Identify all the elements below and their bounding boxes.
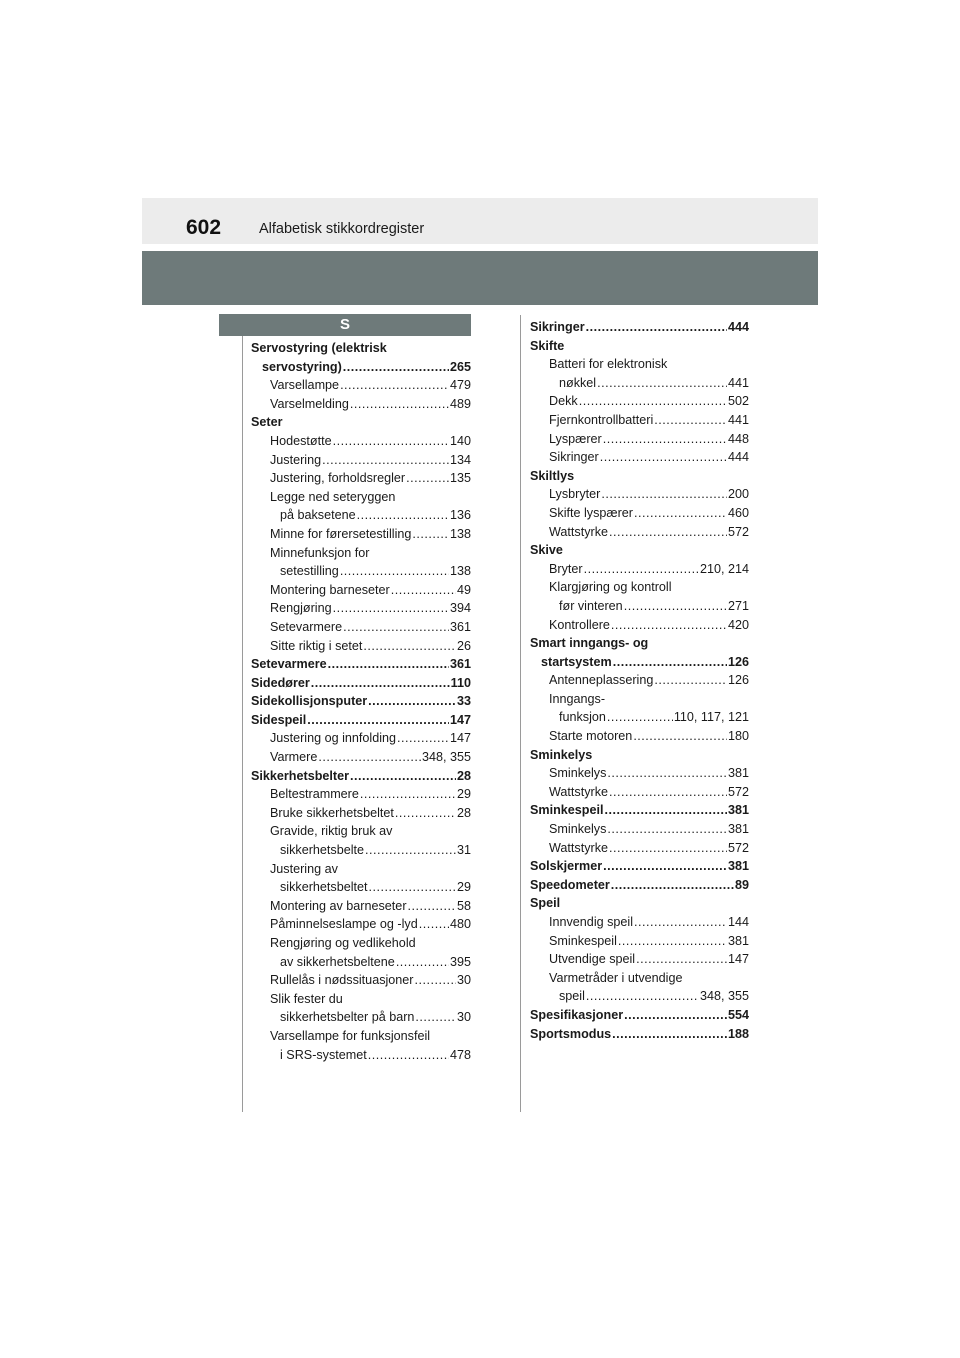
index-heading: Skiltlys bbox=[530, 468, 575, 483]
dot-leader bbox=[654, 411, 727, 430]
index-heading: Slik fester du bbox=[270, 991, 343, 1006]
dot-leader bbox=[612, 1025, 727, 1044]
entry-term: før vinteren bbox=[559, 598, 623, 613]
entry-page-ref: 180 bbox=[727, 729, 749, 744]
index-entry bbox=[251, 971, 471, 990]
entry-page-ref: 147 bbox=[727, 952, 749, 967]
index-entry bbox=[530, 783, 749, 802]
entry-term: Lyspærer bbox=[549, 431, 602, 446]
index-entry bbox=[530, 950, 749, 969]
entry-page-ref: 49 bbox=[456, 582, 471, 597]
index-entry bbox=[530, 876, 749, 895]
entry-term: Speedometer bbox=[530, 877, 610, 892]
entry-page-ref: 126 bbox=[727, 654, 749, 669]
entry-page-ref: 395 bbox=[449, 954, 471, 969]
entry-term: setestilling bbox=[280, 564, 339, 579]
entry-term: Wattstyrke bbox=[549, 784, 609, 799]
entry-page-ref: 147 bbox=[449, 712, 471, 727]
entry-page-ref: 478 bbox=[449, 1047, 471, 1062]
entry-page-ref: 33 bbox=[456, 694, 471, 709]
dot-leader bbox=[322, 451, 449, 470]
dot-leader bbox=[333, 599, 449, 618]
index-entry bbox=[251, 674, 471, 693]
dot-leader bbox=[369, 878, 456, 897]
dot-leader bbox=[600, 448, 727, 467]
index-heading: Skifte bbox=[530, 338, 565, 353]
dot-leader bbox=[318, 748, 421, 767]
entry-page-ref: 134 bbox=[449, 452, 471, 467]
entry-term: Sikringer bbox=[549, 450, 599, 465]
index-entry bbox=[251, 1046, 471, 1065]
entry-page-ref: 210, 214 bbox=[699, 561, 749, 576]
entry-term: Rengjøring bbox=[270, 601, 332, 616]
entry-term: Sminkespeil bbox=[549, 933, 617, 948]
entry-page-ref: 460 bbox=[727, 505, 749, 520]
entry-term: Justering bbox=[270, 452, 322, 467]
entry-page-ref: 572 bbox=[727, 524, 749, 539]
index-heading: Varsellampe for funksjonsfeil bbox=[270, 1028, 431, 1043]
dot-leader bbox=[397, 729, 449, 748]
entry-term: Fjernkontrollbatteri bbox=[549, 412, 654, 427]
index-entry bbox=[530, 987, 749, 1006]
entry-term: Wattstyrke bbox=[549, 840, 609, 855]
dot-leader bbox=[340, 562, 449, 581]
index-heading: Gravide, riktig bruk av bbox=[270, 824, 393, 839]
entry-term: Sidedører bbox=[251, 675, 310, 690]
entry-term: Lysbryter bbox=[549, 487, 601, 502]
entry-term: av sikkerhetsbeltene bbox=[280, 954, 395, 969]
entry-term: Hodestøtte bbox=[270, 433, 332, 448]
entry-term: Dekk bbox=[549, 394, 578, 409]
entry-page-ref: 265 bbox=[449, 359, 471, 374]
entry-page-ref: 126 bbox=[727, 673, 749, 688]
entry-term: sikkerhetsbelter på barn bbox=[280, 1010, 415, 1025]
dot-leader bbox=[618, 932, 727, 951]
dot-leader bbox=[579, 392, 727, 411]
entry-term: Innvendig speil bbox=[549, 915, 634, 929]
entry-page-ref: 144 bbox=[727, 915, 749, 929]
entry-term: Setevarmere bbox=[251, 657, 327, 672]
entry-page-ref: 147 bbox=[449, 731, 471, 746]
index-letter-tab: S bbox=[219, 314, 471, 336]
entry-page-ref: 136 bbox=[449, 508, 471, 523]
entry-page-ref: 394 bbox=[449, 601, 471, 616]
entry-term: Solskjermer bbox=[530, 859, 603, 874]
entry-term: Utvendige speil bbox=[549, 952, 636, 967]
index-entry bbox=[530, 448, 749, 467]
index-entry bbox=[530, 727, 749, 746]
entry-term: Skifte lyspærer bbox=[549, 505, 633, 520]
index-entry bbox=[251, 1008, 471, 1027]
entry-page-ref: 381 bbox=[727, 803, 749, 818]
index-entry bbox=[251, 599, 471, 618]
entry-page-ref: 502 bbox=[727, 394, 749, 409]
entry-page-ref: 28 bbox=[456, 768, 471, 783]
dot-leader bbox=[360, 785, 456, 804]
index-entry bbox=[251, 804, 471, 823]
entry-term: Sminkelys bbox=[549, 822, 607, 837]
index-heading: Sminkelys bbox=[530, 747, 593, 762]
entry-page-ref: 135 bbox=[449, 471, 471, 486]
center-column-divider bbox=[520, 315, 521, 1112]
entry-term: Varsellampe bbox=[270, 378, 340, 393]
index-entry bbox=[251, 358, 471, 377]
dot-leader bbox=[406, 469, 449, 488]
dot-leader bbox=[624, 1006, 727, 1025]
dot-leader bbox=[597, 374, 727, 393]
dot-leader bbox=[603, 430, 727, 449]
index-heading: Speil bbox=[530, 896, 561, 911]
dot-leader bbox=[634, 913, 727, 932]
entry-page-ref: 188 bbox=[727, 1026, 749, 1041]
index-entry bbox=[251, 748, 471, 767]
entry-page-ref: 381 bbox=[727, 933, 749, 948]
entry-term: Bruke sikkerhetsbeltet bbox=[270, 805, 394, 820]
section-title: Alfabetisk stikkordregister bbox=[259, 221, 425, 237]
dot-leader bbox=[307, 711, 449, 730]
entry-page-ref: 200 bbox=[727, 487, 749, 502]
index-entry bbox=[530, 430, 749, 449]
entry-page-ref: 138 bbox=[449, 526, 471, 541]
index-entry bbox=[251, 692, 471, 711]
entry-page-ref: 348, 355 bbox=[699, 989, 749, 1004]
entry-term: sikkerhetsbeltet bbox=[280, 880, 368, 895]
index-entry bbox=[251, 915, 471, 934]
dot-leader bbox=[603, 857, 727, 876]
dot-leader bbox=[368, 1046, 449, 1065]
dot-leader bbox=[391, 581, 456, 600]
index-heading: Rengjøring og vedlikehold bbox=[270, 936, 416, 950]
entry-page-ref: 441 bbox=[727, 412, 749, 427]
index-entry bbox=[251, 729, 471, 748]
index-entry bbox=[251, 562, 471, 581]
entry-term: Montering barneseter bbox=[270, 582, 390, 597]
dot-leader bbox=[350, 767, 456, 786]
dot-leader bbox=[396, 953, 449, 972]
dot-leader bbox=[586, 318, 727, 337]
index-entry bbox=[251, 953, 471, 972]
index-entry bbox=[251, 767, 471, 786]
entry-page-ref: 110, 117, 121 bbox=[673, 710, 749, 725]
entry-term: servostyring) bbox=[262, 359, 342, 374]
dot-leader bbox=[419, 915, 449, 934]
index-heading: Inngangs- bbox=[549, 691, 606, 706]
index-entry bbox=[251, 637, 471, 656]
entry-page-ref: 444 bbox=[727, 320, 749, 334]
entry-page-ref: 58 bbox=[456, 898, 471, 913]
dot-leader bbox=[609, 783, 727, 802]
dot-leader bbox=[611, 876, 734, 895]
entry-term: i SRS-systemet bbox=[280, 1047, 367, 1062]
index-entry bbox=[530, 616, 749, 635]
index-entry bbox=[530, 857, 749, 876]
index-entry bbox=[251, 711, 471, 730]
index-heading: Varmetråder i utvendige bbox=[549, 970, 683, 985]
entry-page-ref: 444 bbox=[727, 450, 749, 465]
entry-term: Setevarmere bbox=[270, 619, 343, 634]
index-entry bbox=[251, 581, 471, 600]
index-heading: Skive bbox=[530, 543, 563, 558]
index-entry bbox=[530, 1006, 749, 1025]
index-entry bbox=[251, 469, 471, 488]
dot-leader bbox=[633, 727, 727, 746]
index-entry bbox=[530, 820, 749, 839]
entry-term: Sportsmodus bbox=[530, 1026, 612, 1041]
dot-leader bbox=[607, 708, 673, 727]
entry-page-ref: 554 bbox=[727, 1007, 749, 1022]
dot-leader bbox=[415, 1008, 456, 1027]
index-column-left bbox=[251, 339, 471, 1064]
index-entry bbox=[530, 1025, 749, 1044]
entry-term: speil bbox=[559, 989, 585, 1004]
index-entry bbox=[530, 504, 749, 523]
entry-page-ref: 361 bbox=[449, 619, 471, 634]
entry-page-ref: 479 bbox=[449, 378, 471, 393]
entry-term: sikkerhetsbelte bbox=[280, 843, 364, 858]
entry-page-ref: 29 bbox=[456, 787, 471, 802]
index-heading: Smart inngangs- og bbox=[530, 636, 649, 651]
entry-page-ref: 381 bbox=[727, 822, 749, 837]
entry-page-ref: 381 bbox=[727, 859, 749, 874]
dot-leader bbox=[340, 376, 449, 395]
entry-term: Sikkerhetsbelter bbox=[251, 768, 350, 783]
index-entry bbox=[530, 392, 749, 411]
index-entry bbox=[251, 506, 471, 525]
index-entry bbox=[251, 395, 471, 414]
entry-page-ref: 138 bbox=[449, 564, 471, 579]
dot-leader bbox=[607, 764, 727, 783]
index-column-right bbox=[530, 318, 749, 1043]
index-heading: Seter bbox=[251, 415, 283, 430]
entry-term: Bryter bbox=[549, 561, 583, 576]
index-entry bbox=[530, 764, 749, 783]
index-entry bbox=[251, 841, 471, 860]
dot-leader bbox=[368, 692, 456, 711]
entry-page-ref: 441 bbox=[727, 375, 749, 390]
index-entry bbox=[530, 374, 749, 393]
index-entry bbox=[530, 318, 749, 337]
entry-term: Varmere bbox=[270, 750, 318, 765]
entry-term: startsystem bbox=[541, 654, 612, 669]
dot-leader bbox=[350, 395, 449, 414]
entry-page-ref: 480 bbox=[449, 917, 471, 932]
dot-leader bbox=[634, 504, 727, 523]
index-heading: Legge ned seteryggen bbox=[270, 489, 396, 504]
entry-page-ref: 89 bbox=[734, 877, 749, 892]
entry-term: Kontrollere bbox=[549, 617, 610, 632]
index-entry bbox=[251, 525, 471, 544]
entry-term: Sitte riktig i setet bbox=[270, 638, 363, 653]
dot-leader bbox=[607, 820, 727, 839]
index-entry bbox=[530, 801, 749, 820]
dot-leader bbox=[343, 358, 449, 377]
header-band bbox=[142, 198, 818, 244]
dot-leader bbox=[412, 525, 449, 544]
index-entry bbox=[530, 708, 749, 727]
dot-leader bbox=[624, 597, 727, 616]
index-entry bbox=[530, 932, 749, 951]
index-entry bbox=[251, 451, 471, 470]
index-entry bbox=[530, 560, 749, 579]
entry-term: Sminkelys bbox=[549, 766, 607, 781]
index-heading: Servostyring (elektrisk bbox=[251, 341, 387, 355]
entry-term: Montering av barneseter bbox=[270, 898, 407, 913]
index-entry bbox=[530, 523, 749, 542]
entry-term: funksjon bbox=[559, 710, 606, 725]
entry-term: Wattstyrke bbox=[549, 524, 609, 539]
index-entry bbox=[530, 411, 749, 430]
index-entry bbox=[251, 785, 471, 804]
index-entry bbox=[530, 485, 749, 504]
dot-leader bbox=[357, 506, 449, 525]
entry-page-ref: 361 bbox=[449, 657, 471, 672]
entry-page-ref: 30 bbox=[456, 1010, 471, 1025]
entry-page-ref: 572 bbox=[727, 784, 749, 799]
entry-term: Varselmelding bbox=[270, 396, 349, 411]
dot-leader bbox=[654, 671, 727, 690]
dot-leader bbox=[609, 839, 727, 858]
index-entry bbox=[251, 655, 471, 674]
decorative-band bbox=[142, 251, 818, 305]
dot-leader bbox=[605, 801, 727, 820]
dot-leader bbox=[611, 616, 727, 635]
entry-term: Påminnelseslampe og -lyd bbox=[270, 917, 418, 932]
dot-leader bbox=[613, 653, 727, 672]
entry-page-ref: 381 bbox=[727, 766, 749, 781]
index-entry bbox=[251, 897, 471, 916]
entry-term: Sidespeil bbox=[251, 712, 307, 727]
entry-term: Justering og innfolding bbox=[270, 731, 397, 746]
entry-page-ref: 31 bbox=[456, 843, 471, 858]
entry-term: Sminkespeil bbox=[530, 803, 604, 818]
entry-term: Starte motoren bbox=[549, 729, 633, 744]
entry-page-ref: 572 bbox=[727, 840, 749, 855]
page-number: 602 bbox=[186, 216, 222, 239]
index-entry bbox=[530, 597, 749, 616]
index-entry bbox=[530, 653, 749, 672]
dot-leader bbox=[333, 432, 449, 451]
index-entry bbox=[251, 878, 471, 897]
dot-leader bbox=[609, 523, 727, 542]
dot-leader bbox=[311, 674, 450, 693]
index-entry bbox=[251, 432, 471, 451]
entry-page-ref: 348, 355 bbox=[421, 750, 471, 765]
index-entry bbox=[251, 618, 471, 637]
index-entry bbox=[530, 671, 749, 690]
dot-leader bbox=[408, 897, 456, 916]
entry-page-ref: 420 bbox=[727, 617, 749, 632]
index-entry bbox=[251, 376, 471, 395]
entry-term: Sidekollisjonsputer bbox=[251, 694, 368, 709]
dot-leader bbox=[584, 560, 699, 579]
entry-page-ref: 448 bbox=[727, 431, 749, 446]
entry-page-ref: 30 bbox=[456, 973, 471, 988]
index-heading: Klargjøring og kontroll bbox=[549, 580, 672, 595]
dot-leader bbox=[365, 841, 456, 860]
left-column-divider bbox=[242, 336, 243, 1112]
index-heading: Minnefunksjon for bbox=[270, 545, 370, 560]
dot-leader bbox=[328, 655, 449, 674]
dot-leader bbox=[363, 637, 456, 656]
entry-page-ref: 29 bbox=[456, 880, 471, 895]
dot-leader bbox=[343, 618, 449, 637]
entry-page-ref: 489 bbox=[449, 396, 471, 411]
entry-term: nøkkel bbox=[559, 375, 597, 390]
entry-term: Minne for førersetestilling bbox=[270, 526, 412, 541]
index-entry bbox=[530, 839, 749, 858]
entry-term: Rullelås i nødssituasjoner bbox=[270, 973, 414, 988]
index-heading: Batteri for elektronisk bbox=[549, 357, 668, 372]
entry-page-ref: 28 bbox=[456, 805, 471, 820]
entry-term: Sikringer bbox=[530, 320, 585, 334]
entry-term: på baksetene bbox=[280, 508, 356, 523]
entry-term: Beltestrammere bbox=[270, 787, 359, 802]
entry-term: Spesifikasjoner bbox=[530, 1007, 624, 1022]
entry-page-ref: 26 bbox=[456, 638, 471, 653]
dot-leader bbox=[586, 987, 699, 1006]
entry-term: Justering, forholdsregler bbox=[270, 471, 406, 486]
entry-page-ref: 271 bbox=[727, 598, 749, 613]
index-entry bbox=[530, 913, 749, 932]
dot-leader bbox=[636, 950, 727, 969]
dot-leader bbox=[415, 971, 456, 990]
entry-page-ref: 110 bbox=[450, 675, 471, 690]
entry-term: Antenneplassering bbox=[549, 673, 654, 688]
entry-page-ref: 140 bbox=[449, 433, 471, 448]
dot-leader bbox=[601, 485, 727, 504]
index-heading: Justering av bbox=[270, 861, 338, 876]
dot-leader bbox=[395, 804, 456, 823]
